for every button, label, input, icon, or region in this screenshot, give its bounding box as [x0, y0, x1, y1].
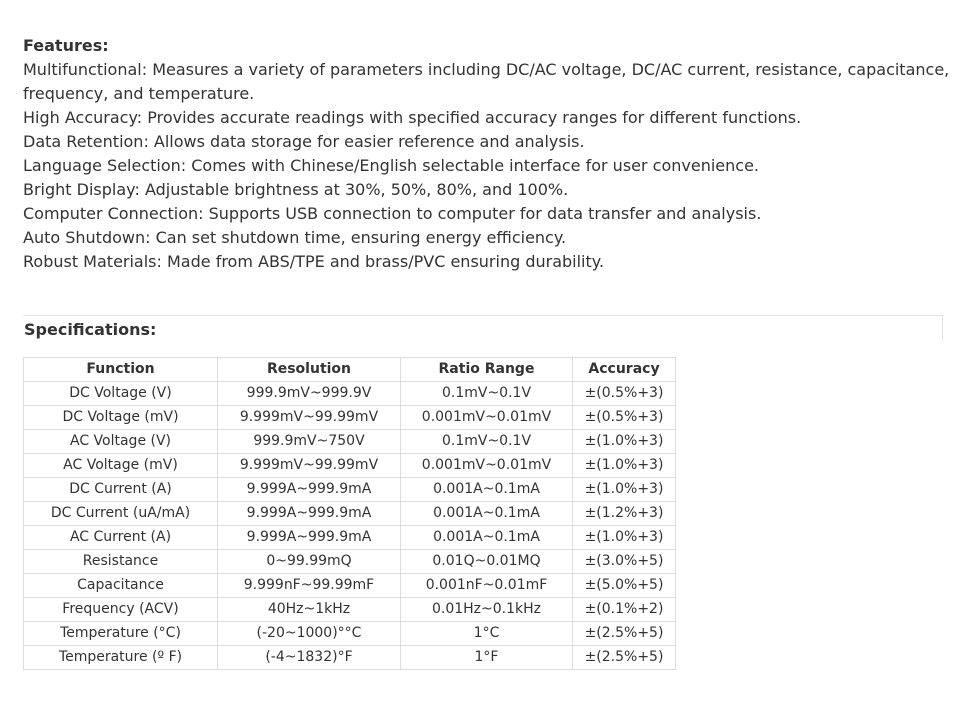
cell-accuracy: ±(0.1%+2): [573, 598, 676, 622]
table-row: [24, 574, 676, 598]
table-row: [24, 550, 676, 574]
cell-ratio-range: 1°F: [401, 646, 573, 670]
features-title: Features:: [23, 36, 109, 55]
specifications-header: [23, 315, 943, 341]
table-row: [24, 454, 676, 478]
cell-resolution: (-4~1832)°F: [218, 646, 401, 670]
cell-ratio-range: 0.01Hz~0.1kHz: [401, 598, 573, 622]
feature-line: Multifunctional: Measures a variety of parameters including DC/AC voltage, DC/AC current, resistance, capacitance,: [23, 60, 950, 79]
cell-ratio-range: 0.001A~0.1mA: [401, 502, 573, 526]
cell-ratio-range: 0.001nF~0.01mF: [401, 574, 573, 598]
cell-function: DC Current (uA/mA): [24, 502, 218, 526]
table-row: [24, 406, 676, 430]
cell-resolution: 9.999A~999.9mA: [218, 526, 401, 550]
cell-accuracy: ±(3.0%+5): [573, 550, 676, 574]
cell-resolution: 9.999nF~99.99mF: [218, 574, 401, 598]
feature-line: frequency, and temperature.: [23, 84, 255, 103]
features-section: [23, 34, 953, 274]
cell-function: Temperature (º F): [24, 646, 218, 670]
cell-accuracy: ±(1.2%+3): [573, 502, 676, 526]
cell-function: AC Voltage (mV): [24, 454, 218, 478]
cell-function: Temperature (°C): [24, 622, 218, 646]
feature-line: Computer Connection: Supports USB connection to computer for data transfer and analysis.: [23, 204, 762, 223]
header-resolution: Resolution: [218, 358, 401, 382]
feature-line: High Accuracy: Provides accurate readings with specified accuracy ranges for different functions.: [23, 108, 802, 127]
cell-accuracy: ±(1.0%+3): [573, 526, 676, 550]
table-row: [24, 430, 676, 454]
cell-resolution: 9.999mV~99.99mV: [218, 454, 401, 478]
cell-accuracy: ±(0.5%+3): [573, 382, 676, 406]
table-row: [24, 478, 676, 502]
cell-ratio-range: 0.001A~0.1mA: [401, 478, 573, 502]
cell-resolution: 999.9mV~750V: [218, 430, 401, 454]
header-accuracy: Accuracy: [573, 358, 676, 382]
cell-accuracy: ±(0.5%+3): [573, 406, 676, 430]
table-row: [24, 382, 676, 406]
cell-function: Resistance: [24, 550, 218, 574]
table-row: [24, 598, 676, 622]
specifications-title: Specifications:: [24, 320, 157, 339]
cell-accuracy: ±(5.0%+5): [573, 574, 676, 598]
feature-line: Language Selection: Comes with Chinese/English selectable interface for user convenience.: [23, 156, 759, 175]
cell-ratio-range: 1°C: [401, 622, 573, 646]
cell-function: Frequency (ACV): [24, 598, 218, 622]
cell-resolution: 9.999mV~99.99mV: [218, 406, 401, 430]
feature-line: Bright Display: Adjustable brightness at 30%, 50%, 80%, and 100%.: [23, 180, 569, 199]
cell-function: DC Voltage (V): [24, 382, 218, 406]
cell-ratio-range: 0.001A~0.1mA: [401, 526, 573, 550]
cell-function: AC Current (A): [24, 526, 218, 550]
table-row: [24, 622, 676, 646]
cell-accuracy: ±(1.0%+3): [573, 430, 676, 454]
cell-ratio-range: 0.001mV~0.01mV: [401, 454, 573, 478]
feature-line: Data Retention: Allows data storage for easier reference and analysis.: [23, 132, 585, 151]
cell-function: Capacitance: [24, 574, 218, 598]
cell-ratio-range: 0.001mV~0.01mV: [401, 406, 573, 430]
cell-function: DC Voltage (mV): [24, 406, 218, 430]
cell-resolution: (-20~1000)°°C: [218, 622, 401, 646]
cell-resolution: 0~99.99mQ: [218, 550, 401, 574]
cell-resolution: 9.999A~999.9mA: [218, 478, 401, 502]
cell-accuracy: ±(2.5%+5): [573, 646, 676, 670]
header-function: Function: [24, 358, 218, 382]
table-row: [24, 502, 676, 526]
cell-ratio-range: 0.01Q~0.01MQ: [401, 550, 573, 574]
table-header-row: [24, 358, 676, 382]
feature-line: Robust Materials: Made from ABS/TPE and brass/PVC ensuring durability.: [23, 252, 605, 271]
specifications-table: [23, 357, 676, 670]
feature-line: Auto Shutdown: Can set shutdown time, ensuring energy efficiency.: [23, 228, 567, 247]
table-row: [24, 526, 676, 550]
cell-resolution: 999.9mV~999.9V: [218, 382, 401, 406]
cell-ratio-range: 0.1mV~0.1V: [401, 382, 573, 406]
cell-function: DC Current (A): [24, 478, 218, 502]
cell-resolution: 9.999A~999.9mA: [218, 502, 401, 526]
cell-ratio-range: 0.1mV~0.1V: [401, 430, 573, 454]
cell-accuracy: ±(1.0%+3): [573, 454, 676, 478]
cell-function: AC Voltage (V): [24, 430, 218, 454]
cell-accuracy: ±(1.0%+3): [573, 478, 676, 502]
cell-accuracy: ±(2.5%+5): [573, 622, 676, 646]
table-row: [24, 646, 676, 670]
cell-resolution: 40Hz~1kHz: [218, 598, 401, 622]
header-ratio-range: Ratio Range: [401, 358, 573, 382]
